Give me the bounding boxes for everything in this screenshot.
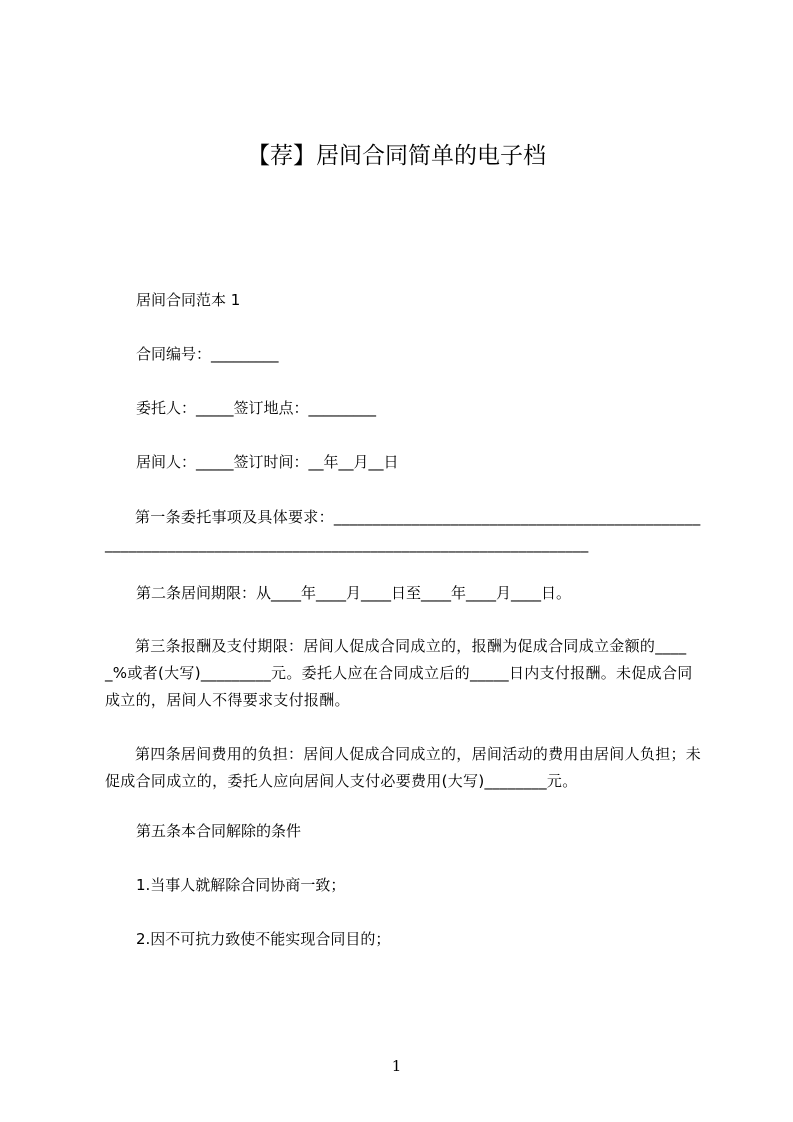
paragraph-article-1: 第一条委托事项及具体要求：_____________________________________________________________________________________________________________ — [105, 508, 701, 553]
paragraph-article-2: 第二条居间期限：从____年____月____日至____年____月____日。 — [136, 584, 572, 602]
paragraph-intermediary: 居间人：_____签订时间：__年__月__日 — [136, 453, 399, 471]
paragraph-article-4: 第四条居间费用的负担：居间人促成合同成立的，居间活动的费用由居间人负担；未促成合同成立的，委托人应向居间人支付必要费用(大写)________元。 — [105, 745, 702, 790]
paragraph-article-5: 第五条本合同解除的条件 — [136, 822, 302, 840]
paragraph-client: 委托人：_____签订地点：_________ — [136, 399, 377, 417]
paragraph-article-3: 第三条报酬及支付期限：居间人促成合同成立的，报酬为促成合同成立金额的_____%或者(大写)_________元。委托人应在合同成立后的_____日内支付报酬。未促成合同成立的，居间人不得要求支付报酬。 — [105, 637, 693, 709]
list-item-2: 2.因不可抗力致使不能实现合同目的； — [136, 930, 391, 948]
paragraph-sample-heading: 居间合同范本 1 — [136, 291, 241, 309]
list-item-1: 1.当事人就解除合同协商一致； — [136, 876, 346, 894]
page-number: 1 — [391, 1057, 402, 1075]
paragraph-contract-number: 合同编号：_________ — [136, 345, 279, 363]
document-title: 【荐】居间合同简单的电子档 — [247, 143, 546, 169]
